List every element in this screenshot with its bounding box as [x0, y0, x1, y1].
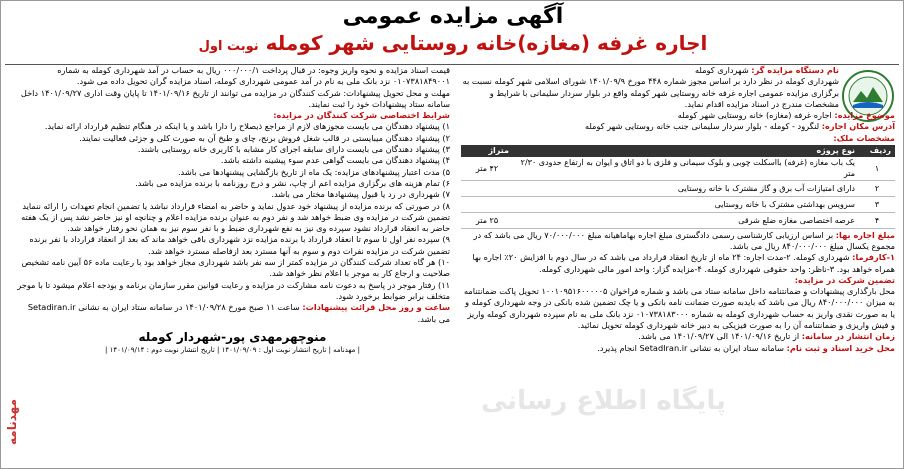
- row-number: ۱: [859, 157, 895, 180]
- condition-item: ۵) مدت اعتبار پیشنهادهای مزایده: یک ماه از تاریخ بازگشایی پیشنهادها می باشد.: [177, 166, 450, 177]
- publisher-stamp: مهدنامه: [5, 399, 19, 446]
- condition-item: ۱) پیشنهاد دهندگان می بایست مجوزهای لازم از مراجع ذیصلاح را دارا باشد و یا اینکه در هنگام تنظیم قرارداد ارائه نماید.: [44, 121, 450, 132]
- address-line: آدرس مکان اجاره: لنگرود - کومله - بلوار سردار سلیمانی جنب خانه روستایی شهر کومله: [584, 121, 895, 132]
- table-row: [461, 212, 895, 228]
- condition-item: ۱۰) هر گاه تعداد شرکت کنندگان در مزایده کمتر از سه نفر باشد شهرداری مجاز خواهد بود با رعایت ماده ۵۶ آیین نامه تشخیص صلاحیت و ارجاع کار به موجر با اعلام نظر خواهد شد.: [21, 257, 450, 279]
- price-text: قیمت اسناد مزایده و نحوه واریز وجوه: در قبال پرداخت ۰۰۰/۰۰۰/۱ ریال به حساب در آمد شهرداری کومله به شماره ۰۱۰۷۳۸۱۸۴۹۰۰۱ نزد بانک ملی به نام در آمد عمومی شهرداری کومله، اسناد مزایده گران تحویل داده می شود.: [57, 65, 450, 87]
- row-area: ۲۵ متر: [461, 212, 513, 228]
- purchase-line: محل خرید اسناد و ثبت نام: سامانه ستاد ایران به نشانی SetadIran.ir انجام پذیرد.: [597, 342, 895, 353]
- right-column: [461, 65, 895, 354]
- table-header-cell: متراژ: [461, 145, 513, 157]
- organizer-line: نام دستگاه مزایده گر: شهرداری کومله: [695, 65, 839, 75]
- deadline-line: زمان انتشار در سامانه: از تاریخ ۱۴۰۱/۰۹/۱۶ الی ۱۴۰۱/۰۹/۲۷ می باشد.: [638, 331, 895, 342]
- intro-text: شهرداری کومله در نظر دارد بر اساس مجوز شماره ۴۴۸ مورخ ۱۴۰۱/۰۹/۹ شورای اسلامی شهر کومله نسبت به برگزاری مزایده عمومی اجاره غرفه خانه روستایی شهر کومله واقع در بلوار سردار سلیمانی با شرایط و مشخصات مندرج در اسناد مزایده اقدام نماید.: [462, 76, 839, 109]
- notice-subtitle: [1, 30, 904, 60]
- subject-line: موضوع مزایده: اجاره غرفه (مغازه) خانه روستایی شهر کومله: [677, 110, 895, 121]
- employer-line: ۱-کارفرما: شهرداری کومله. ۲-مدت اجاره: ۲۴ ماه از تاریخ انعقاد قرارداد می باشد که در سال دوم با افزایش ۲۰٪ اجاره بها همراه خواهد بود. ۳-ناظر: واحد حقوقی شهرداری کومله. ۴-مزایده گزار: واحد امور مالی شهرداری کومله.: [472, 252, 895, 274]
- conditions-label: شرایط اختصاصی شرکت کنندگان در مزایده:: [273, 110, 450, 121]
- base-price-line: مبلغ اجاره بها: بر اساس ارزیابی کارشناسی رسمی دادگستری مبلغ اجاره بهاماهیانه مبلغ ۷۰/۰۰۰/۰۰۰ ریال می باشد که در مجموع یکسال مبلغ ۸۴۰/۰۰۰/۰۰۰ ریال می باشد.: [473, 229, 895, 251]
- intro-block: [461, 65, 895, 110]
- table-row: [461, 180, 895, 196]
- guarantee-label: تضمین شرکت در مزایده:: [794, 274, 895, 285]
- notice-header: [1, 1, 904, 63]
- row-description: یک باب مغازه (غرفه) بااسکلت چوبی و بلوک سیمانی و فلزی با دو اتاق و ایوان به ارتفاع حدودی ۲/۳۰ متر: [513, 157, 859, 180]
- row-description: سرویس بهداشتی مشترک با خانه روستایی: [513, 196, 859, 212]
- condition-item: ۴) پیشنهاد دهندگان می بایست گواهی عدم سوء پیشینه داشته باشد.: [220, 155, 450, 166]
- condition-item: ۶) تمام هزینه های برگزاری مزایده اعم از چاپ، نشر و درج روزنامه با برنده مزایده می باشد.: [135, 177, 450, 188]
- subtitle-text: اجاره غرفه (مغازه)خانه روستایی شهر کومله: [265, 31, 708, 55]
- watermark: پایگاه اطلاع رسانی: [481, 386, 726, 416]
- row-number: ۴: [859, 212, 895, 228]
- left-column: [15, 65, 450, 355]
- signature-line: منوچهرمهدی پور-شهردار کومله: [138, 329, 327, 344]
- property-table: [461, 145, 895, 229]
- table-row: [461, 157, 895, 180]
- specs-label: مشخصات ملک:: [833, 132, 895, 143]
- row-area: ۴۲ متر: [461, 157, 513, 180]
- table-header-row: [461, 145, 895, 157]
- round-label: نوبت اول: [198, 39, 259, 54]
- condition-item: ۱۱) رفتار موجر در پاسخ به دعوت نامه مشارکت در مزایده و رعایت قوانین مقرر سازمان برنامه و بودجه اعلام میشود تا با موجر متخلف برابر ضوابط برخورد شود.: [17, 279, 450, 301]
- opening-line: ساعت و روز محل قرائت پیشنهادات: ساعت ۱۱ صبح مورخ ۱۴۰۱/۰۹/۲۸ در سامانه ستاد ایران به نشانی Setadiran.ir می باشد.: [27, 302, 450, 324]
- table-row: [461, 196, 895, 212]
- condition-item: ۲) پیشنهاد دهندگان میبایستی در قالب شغل فروش برنج، چای و طبخ آن به صورت کلی و جزئی فعالیت نمایند.: [79, 132, 450, 143]
- condition-item: ۳) پیشنهاد دهندگان می بایست دارای سابقه اجرای کار مشابه با کاربری خانه روستایی باشند.: [137, 144, 450, 155]
- publication-dates: | مهدنامه | تاریخ انتشار نوبت اول : ۱۴۰۱/۰۹/۰۹ | تاریخ انتشار نوبت دوم : ۱۴۰۱/۰۹/۱۴ |: [105, 345, 360, 354]
- condition-item: ۷) شهرداری در رد یا قبول پیشنهادها مختار می باشد.: [271, 189, 450, 200]
- row-area: [461, 196, 513, 212]
- row-description: دارای امتیازات آب برق و گاز مشترک با خانه روستایی: [513, 180, 859, 196]
- table-header-cell: ردیف: [859, 145, 895, 157]
- row-number: ۳: [859, 196, 895, 212]
- guarantee-text: محل بارگذاری پیشنهادات و ضمانتنامه داخل سامانه ستاد می باشد و شماره فراخوان ۱۰۰۱۰۹۵۱۶۰۰۰۰۰۵ تحویل پاکت ضمانتنامه به میزان ۸۴۰/۰۰۰/۰۰۰ ریال می باشد که بایدبه صورت ضمانت نامه بانکی و یا چک تضمین شده بانکی در وجه شهرداری کومله و یا به صورت نقدی واریز به حساب شهرداری کومله به شماره ۰۱۰۷۳۸۱۸۳۰۰۰ نزد بانک ملی به نام سپرده شهرداری کومله واریز و فیش واریزی و ضمانتنامه آن را به صورت فیزیکی به دبیر خانه شهرداری کومله تحویل نمائید.: [463, 286, 895, 331]
- delivery-text: مهلت و محل تحویل پیشنهادات: شرکت کنندگان در مزایده می توانند از تاریخ ۱۴۰۱/۰۹/۱۶ تا پایان وقت اداری ۱۴۰۱/۰۹/۲۷ داخل سامانه ستاد پیشنهادات خود را ثبت نمایند.: [20, 87, 450, 109]
- row-number: ۲: [859, 180, 895, 196]
- notice-title: آگهی مزایده عمومی: [342, 4, 564, 29]
- condition-item: ۸) در صورتی که برنده مزایده از پیشنهاد خود عدول نماید و حاضر به امضاء قرارداد نباشد یا تضمین انجام تعهدات را ارائه ننماید تضمین شرکت در مزایده وی ضبط خواهد شد و نفر دوم به عنوان برنده مزایده اعلام و چنانچه او نیز حاضر نشد پس از یک هفته حاضر به انعقاد قرارداد نشود سپرده وی نیز به نفع شهرداری ضبط و با نفر سوم نیز به همان نحو رفتار خواهد شد.: [21, 200, 450, 234]
- condition-item: ۹) سپرده نفر اول تا سوم تا انعقاد قرارداد با برنده مزایده نزد شهرداری باقی خواهد ماند که بعد از انعقاد قرارداد با نفر برنده تضمین شرکت در مزایده نفرات دوم و سوم به آنها مسترد بعد ازفاصله مسترد خواهد شد.: [29, 234, 450, 256]
- row-description: عرصه اختصاصی مغازه ضلع شرقی: [513, 212, 859, 228]
- row-area: [461, 180, 513, 196]
- table-header-cell: نوع پروژه: [513, 145, 859, 157]
